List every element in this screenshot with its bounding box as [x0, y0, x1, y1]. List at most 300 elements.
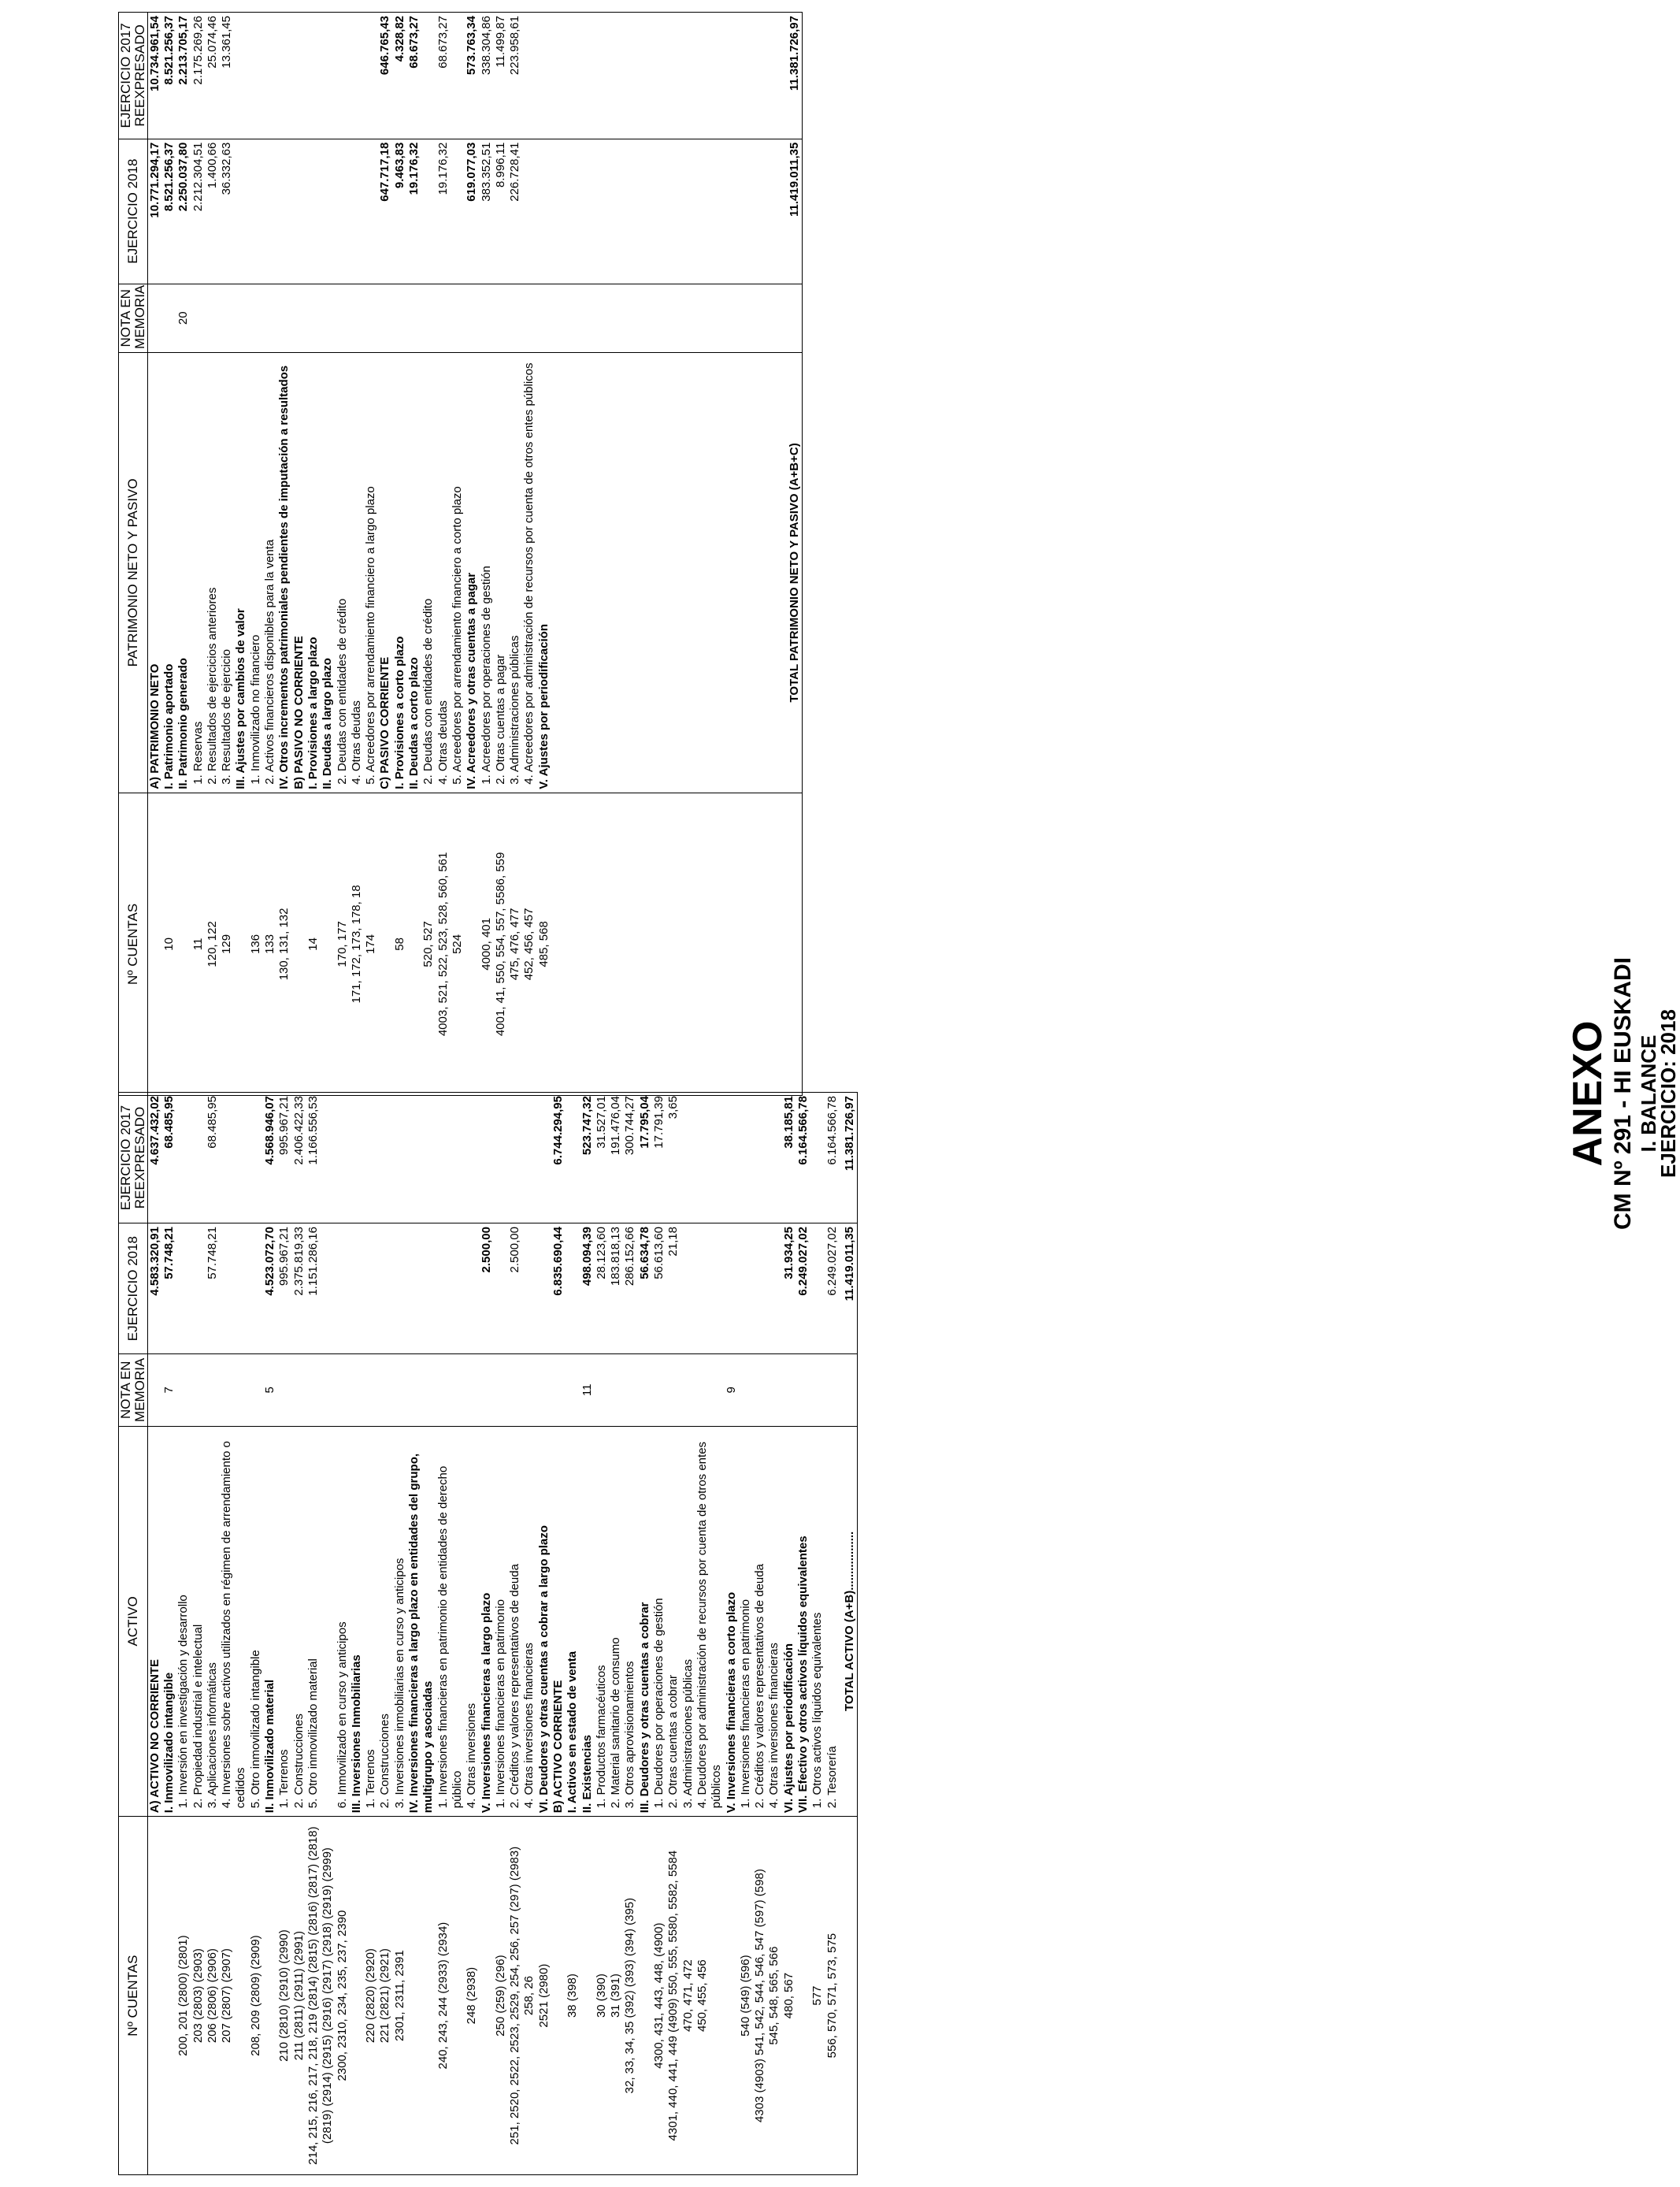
account-codes [162, 1817, 176, 2175]
note-ref [739, 1354, 753, 1426]
value-2018: 619.077,03 [465, 139, 479, 284]
account-codes [292, 793, 306, 1095]
value-2018 [522, 139, 536, 284]
value-2017 [378, 1093, 392, 1223]
account-codes: 240, 243, 244 (2933) (2934) [436, 1817, 465, 2175]
table-row [306, 13, 321, 1096]
note-ref [566, 1354, 580, 1426]
note-ref [393, 284, 407, 352]
line-item-label: 4. Otras deudas [436, 352, 451, 793]
note-ref [306, 1354, 336, 1426]
entity-name: CM Nº 291 - HI EUSKADI [1610, 957, 1636, 1231]
line-item-label: IV. Acreedores y otras cuentas a pagar [465, 352, 479, 793]
value-2017 [350, 1093, 364, 1223]
value-2018: 183.818,13 [609, 1223, 623, 1354]
table-row [407, 13, 421, 1096]
account-codes: 11 [191, 793, 206, 1095]
value-2017 [494, 1093, 508, 1223]
value-2018 [451, 139, 465, 284]
value-2017 [364, 1093, 378, 1223]
value-2018: 2.500,00 [480, 1223, 494, 1354]
table-row [292, 13, 306, 1096]
account-codes [263, 1817, 277, 2175]
value-2017: 68.485,95 [162, 1093, 176, 1223]
account-codes: 136 [249, 793, 263, 1095]
value-2017: 6.164.566,78 [796, 1093, 810, 1223]
account-codes: 31 (391) [609, 1817, 623, 2175]
account-codes: 4003, 521, 522, 523, 528, 560, 561 [436, 793, 451, 1095]
line-item-label: 2. Construcciones [378, 1426, 392, 1817]
note-ref [666, 1354, 681, 1426]
value-2018: 56.613,60 [652, 1223, 666, 1354]
value-2018 [321, 139, 335, 284]
value-2017 [480, 1093, 494, 1223]
col-header-cuentas: Nº CUENTAS [119, 793, 148, 1095]
value-2017: 38.185,81 [782, 1093, 796, 1223]
line-item-label: 2. Construcciones [292, 1426, 306, 1817]
table-row [551, 1093, 566, 2175]
value-2017 [176, 1093, 191, 1223]
line-item-label: I. Patrimonio aportado [162, 352, 176, 793]
value-2017 [725, 1093, 739, 1223]
table-row [393, 1093, 407, 2175]
value-2017 [263, 13, 277, 139]
value-2018 [725, 1223, 739, 1354]
table-row [825, 1093, 840, 2175]
table-row [191, 13, 206, 1096]
table-row [364, 13, 378, 1096]
note-ref [364, 284, 378, 352]
line-item-label: A) ACTIVO NO CORRIENTE [147, 1426, 162, 1817]
account-codes: 203 (2803) (2903) [191, 1817, 206, 2175]
value-2018 [810, 1223, 825, 1354]
note-ref: 5 [263, 1354, 277, 1426]
value-2017: 646.765,43 [378, 13, 392, 139]
value-2018 [364, 1223, 378, 1354]
note-ref [292, 1354, 306, 1426]
table-row [623, 1093, 637, 2175]
account-codes: 170, 177 [336, 793, 350, 1095]
value-2017 [767, 1093, 781, 1223]
table-row [465, 13, 479, 1096]
table-row [206, 1093, 220, 2175]
account-codes: 4300, 431, 443, 448, (4900) [652, 1817, 666, 2175]
table-row [292, 1093, 306, 2175]
total-y2017: 11.381.726,97 [788, 13, 803, 139]
note-ref [695, 1354, 725, 1426]
note-ref [393, 1354, 407, 1426]
value-2018: 286.152,66 [623, 1223, 637, 1354]
table-row [522, 13, 536, 1096]
note-ref [508, 284, 522, 352]
line-item-label: 1. Acreedores por operaciones de gestión [480, 352, 494, 793]
line-item-label: 5. Otro inmovilizado intangible [249, 1426, 263, 1817]
line-item-label: III. Inversiones Inmobiliarias [350, 1426, 364, 1817]
note-ref [796, 1354, 810, 1426]
value-2017 [350, 13, 364, 139]
value-2017: 6.744.294,95 [551, 1093, 566, 1223]
note-ref [522, 1354, 536, 1426]
line-item-label: 5. Acreedores por arrendamiento financiero a largo plazo [364, 352, 378, 793]
note-ref [451, 284, 465, 352]
table-row [537, 13, 551, 1096]
line-item-label: II. Patrimonio generado [176, 352, 191, 793]
value-2018: 498.094,39 [580, 1223, 595, 1354]
value-2018 [292, 139, 306, 284]
note-ref [206, 284, 220, 352]
note-ref [465, 284, 479, 352]
line-item-label: 6. Inmovilizado en curso y anticipos [336, 1426, 350, 1817]
value-2017: 1.166.556,53 [306, 1093, 336, 1223]
table-row [336, 1093, 350, 2175]
col-header-2018: EJERCICIO 2018 [119, 1223, 148, 1354]
note-ref [825, 1354, 840, 1426]
table-row [393, 13, 407, 1096]
line-item-label: 1. Inversiones financieras en patrimonio de entidades de derecho público [436, 1426, 465, 1817]
col-header-cuentas: Nº CUENTAS [119, 1817, 148, 2175]
account-codes: 2301, 2311, 2391 [393, 1817, 407, 2175]
note-ref [249, 284, 263, 352]
table-row [176, 13, 191, 1096]
account-codes [580, 1817, 595, 2175]
value-2017 [537, 13, 551, 139]
value-2018: 6.835.690,44 [551, 1223, 566, 1354]
total-label: TOTAL PATRIMONIO NETO Y PASIVO (A+B+C) [788, 352, 803, 793]
line-item-label: II. Inmovilizado material [263, 1426, 277, 1817]
value-2017: 523.747,32 [580, 1093, 595, 1223]
note-ref [176, 1354, 191, 1426]
note-ref [494, 284, 508, 352]
table-row [206, 13, 220, 1096]
note-ref [623, 1354, 637, 1426]
table-row [522, 1093, 536, 2175]
account-codes: 251, 2520, 2522, 2523, 2529, 254, 256, 257 (297) (2983) [508, 1817, 522, 2175]
value-2018 [494, 1223, 508, 1354]
filler-row [551, 13, 788, 1096]
value-2017 [436, 1093, 465, 1223]
table-row [336, 13, 350, 1096]
note-ref [494, 1354, 508, 1426]
value-2018: 19.176,32 [436, 139, 451, 284]
value-2017: 300.744,27 [623, 1093, 637, 1223]
value-2017 [753, 1093, 767, 1223]
note-ref [753, 1354, 767, 1426]
section-title: I. BALANCE [1637, 1034, 1660, 1153]
value-2017: 995.967,21 [277, 1093, 291, 1223]
value-2018: 4.583.320,91 [147, 1223, 162, 1354]
line-item-label: 2. Deudas con entidades de crédito [336, 352, 350, 793]
table-row [162, 13, 176, 1096]
fiscal-year: EJERCICIO: 2018 [1656, 1009, 1680, 1178]
value-2017: 3,65 [666, 1093, 681, 1223]
value-2017 [465, 1093, 479, 1223]
account-codes: 211 (2811) (2911) (2991) [292, 1817, 306, 2175]
line-item-label: 2. Material sanitario de consumo [609, 1426, 623, 1817]
line-item-label: V. Inversiones financieras a largo plazo [480, 1426, 494, 1817]
line-item-label: 3. Resultados de ejercicio [220, 352, 234, 793]
table-row [147, 1093, 162, 2175]
table-row [609, 1093, 623, 2175]
value-2018 [336, 1223, 350, 1354]
table-row [494, 13, 508, 1096]
value-2018 [263, 139, 277, 284]
table-row [508, 13, 522, 1096]
line-item-label: VII. Efectivo y otros activos líquidos equivalentes [796, 1426, 810, 1817]
table-row [263, 13, 277, 1096]
col-header-2017: EJERCICIO 2017 REEXPRESADO [119, 13, 148, 139]
note-ref [652, 1354, 666, 1426]
note-ref [292, 284, 306, 352]
note-ref [206, 1354, 220, 1426]
note-ref: 7 [162, 1354, 176, 1426]
account-codes: 133 [263, 793, 277, 1095]
table-row [378, 13, 392, 1096]
value-2017: 2.406.422,33 [292, 1093, 306, 1223]
value-2017: 223.958,61 [508, 13, 522, 139]
total-y2017: 11.381.726,97 [843, 1093, 858, 1223]
value-2017 [810, 1093, 825, 1223]
value-2017: 68.673,27 [436, 13, 451, 139]
line-item-label: 1. Inversiones financieras en patrimonio [739, 1426, 753, 1817]
value-2017 [249, 1093, 263, 1223]
value-2018: 2.212.304,51 [191, 139, 206, 284]
account-codes [796, 1817, 810, 2175]
account-codes: 30 (390) [595, 1817, 609, 2175]
note-ref [551, 1354, 566, 1426]
table-row [277, 13, 291, 1096]
note-ref: 9 [725, 1354, 739, 1426]
table-row [681, 1093, 695, 2175]
account-codes: 208, 209 (2809) (2909) [249, 1817, 263, 2175]
note-ref: 20 [176, 284, 191, 352]
line-item-label: 2. Otras cuentas a cobrar [666, 1426, 681, 1817]
table-row [480, 1093, 494, 2175]
account-codes: 524 [451, 793, 465, 1095]
account-codes: 4303 (4903) 541, 542, 544, 546, 547 (597) (598) [753, 1817, 767, 2175]
table-row [191, 1093, 206, 2175]
value-2018 [364, 139, 378, 284]
value-2018 [234, 139, 248, 284]
note-ref [609, 1354, 623, 1426]
account-codes: 120, 122 [206, 793, 220, 1095]
col-header-nota: NOTA EN MEMORIA [119, 284, 148, 352]
page-title: ANEXO [1565, 1020, 1611, 1167]
value-2018 [249, 139, 263, 284]
value-2018: 2.500,00 [508, 1223, 522, 1354]
value-2018 [176, 1223, 191, 1354]
table-row [796, 1093, 810, 2175]
note-ref [595, 1354, 609, 1426]
value-2017 [249, 13, 263, 139]
table-row [451, 13, 465, 1096]
value-2018 [421, 139, 436, 284]
account-codes [465, 793, 479, 1095]
table-row [436, 13, 451, 1096]
value-2017: 17.795,04 [638, 1093, 652, 1223]
value-2017: 4.568.946,07 [263, 1093, 277, 1223]
value-2018 [566, 1223, 580, 1354]
note-ref [147, 1354, 162, 1426]
value-2018 [350, 1223, 364, 1354]
table-row [436, 1093, 465, 2175]
account-codes: 129 [220, 793, 234, 1095]
line-item-label: 2. Tesorería [825, 1426, 840, 1817]
note-ref [350, 284, 364, 352]
value-2018 [739, 1223, 753, 1354]
note-ref [378, 1354, 392, 1426]
value-2018: 226.728,41 [508, 139, 522, 284]
value-2017: 2.213.705,17 [176, 13, 191, 139]
line-item-label: 2. Propiedad industrial e intelectual [191, 1426, 206, 1817]
value-2017: 10.734.961,54 [147, 13, 162, 139]
note-ref [336, 284, 350, 352]
account-codes [350, 1817, 364, 2175]
line-item-label: I. Provisiones a largo plazo [306, 352, 321, 793]
line-item-label: B) ACTIVO CORRIENTE [551, 1426, 566, 1817]
value-2017 [336, 1093, 350, 1223]
table-row [220, 13, 234, 1096]
table-row [364, 1093, 378, 2175]
account-codes: 258, 26 [522, 1817, 536, 2175]
note-ref [421, 284, 436, 352]
line-item-label: 1. Terrenos [364, 1426, 378, 1817]
value-2018: 8.996,11 [494, 139, 508, 284]
value-2018: 1.151.286,16 [306, 1223, 336, 1354]
note-ref [681, 1354, 695, 1426]
value-2018 [537, 139, 551, 284]
line-item-label: III. Ajustes por cambios de valor [234, 352, 248, 793]
table-row [249, 13, 263, 1096]
col-header-2017: EJERCICIO 2017 REEXPRESADO [119, 1093, 148, 1223]
line-item-label: I. Inmovilizado intangible [162, 1426, 176, 1817]
note-ref [364, 1354, 378, 1426]
line-item-label: 1. Inversión en investigación y desarrollo [176, 1426, 191, 1817]
value-2018: 19.176,32 [407, 139, 421, 284]
value-2017 [537, 1093, 551, 1223]
value-2018: 8.521.256,37 [162, 139, 176, 284]
value-2018 [522, 1223, 536, 1354]
account-codes: 577 [810, 1817, 825, 2175]
line-item-label: 3. Otros aprovisionamientos [623, 1426, 637, 1817]
table-row [666, 1093, 681, 2175]
table-row [220, 1093, 249, 2175]
line-item-label: 3. Administraciones públicas [681, 1426, 695, 1817]
value-2017 [522, 1093, 536, 1223]
line-item-label: 4. Inversiones sobre activos utilizados en régimen de arrendamiento o cedidos [220, 1426, 249, 1817]
account-codes: 250 (259) (296) [494, 1817, 508, 2175]
value-2018 [378, 1223, 392, 1354]
account-codes: 4000, 401 [480, 793, 494, 1095]
note-ref [234, 284, 248, 352]
table-row [537, 1093, 551, 2175]
note-ref [537, 1354, 551, 1426]
value-2018 [753, 1223, 767, 1354]
table-row [162, 1093, 176, 2175]
note-ref [147, 284, 162, 352]
line-item-label: 2. Resultados de ejercicios anteriores [206, 352, 220, 793]
value-2018: 647.717,18 [378, 139, 392, 284]
account-codes [725, 1817, 739, 2175]
note-ref [407, 284, 421, 352]
value-2017 [566, 1093, 580, 1223]
account-codes: 174 [364, 793, 378, 1095]
col-header-pasivo: PATRIMONIO NETO Y PASIVO [119, 352, 148, 793]
account-codes: 540 (549) (596) [739, 1817, 753, 2175]
value-2017: 68.673,27 [407, 13, 421, 139]
account-codes [551, 1817, 566, 2175]
value-2017: 8.521.256,37 [162, 13, 176, 139]
line-item-label: 1. Deudores por operaciones de gestión [652, 1426, 666, 1817]
table-row [566, 1093, 580, 2175]
line-item-label: 4. Otras deudas [350, 352, 364, 793]
value-2018: 2.375.819,33 [292, 1223, 306, 1354]
note-ref [537, 284, 551, 352]
line-item-label: IV. Inversiones financieras a largo plazo en entidades del grupo, multigrupo y asociadas [407, 1426, 436, 1817]
note-ref [321, 284, 335, 352]
col-header-activo: ACTIVO [119, 1426, 148, 1817]
account-codes: 485, 568 [537, 793, 551, 1095]
account-codes: 171, 172, 173, 178, 18 [350, 793, 364, 1095]
line-item-label: II. Deudas a corto plazo [407, 352, 421, 793]
line-item-label: 4. Otras inversiones [465, 1426, 479, 1817]
account-codes: 2521 (2980) [537, 1817, 551, 2175]
line-item-label: C) PASIVO CORRIENTE [378, 352, 392, 793]
account-codes: 32, 33, 34, 35 (392) (393) (394) (395) [623, 1817, 637, 2175]
table-row [595, 1093, 609, 2175]
account-codes: 38 (398) [566, 1817, 580, 2175]
note-ref [306, 284, 321, 352]
value-2018: 57.748,21 [162, 1223, 176, 1354]
note-ref [407, 1354, 436, 1426]
account-codes: 58 [393, 793, 407, 1095]
value-2017 [336, 13, 350, 139]
line-item-label: V. Ajustes por periodificación [537, 352, 551, 793]
note-ref [378, 284, 392, 352]
value-2018: 21,18 [666, 1223, 681, 1354]
account-codes: 4001, 41, 550, 554, 557, 5586, 559 [494, 793, 508, 1095]
line-item-label: 1. Terrenos [277, 1426, 291, 1817]
table-row [147, 13, 162, 1096]
value-2018: 56.634,78 [638, 1223, 652, 1354]
value-2017 [695, 1093, 725, 1223]
line-item-label: 3. Administraciones públicas [508, 352, 522, 793]
value-2017 [522, 13, 536, 139]
value-2018: 57.748,21 [206, 1223, 220, 1354]
line-item-label: II. Existencias [580, 1426, 595, 1817]
account-codes [378, 793, 392, 1095]
value-2018: 4.523.072,70 [263, 1223, 277, 1354]
table-row [739, 1093, 753, 2175]
account-codes: 475, 476, 477 [508, 793, 522, 1095]
note-ref [336, 1354, 350, 1426]
value-2018 [350, 139, 364, 284]
value-2018: 10.771.294,17 [147, 139, 162, 284]
value-2017 [220, 1093, 249, 1223]
value-2017 [277, 13, 291, 139]
table-row [725, 1093, 739, 2175]
value-2018 [249, 1223, 263, 1354]
account-codes [407, 793, 421, 1095]
account-codes: 130, 131, 132 [277, 793, 291, 1095]
total-row [788, 13, 803, 1096]
value-2017 [306, 13, 321, 139]
line-item-label: 1. Inversiones financieras en patrimonio [494, 1426, 508, 1817]
total-y2018: 11.419.011,35 [788, 139, 803, 284]
value-2018: 995.967,21 [277, 1223, 291, 1354]
note-ref [249, 1354, 263, 1426]
value-2018: 28.123,60 [595, 1223, 609, 1354]
table-row [480, 13, 494, 1096]
